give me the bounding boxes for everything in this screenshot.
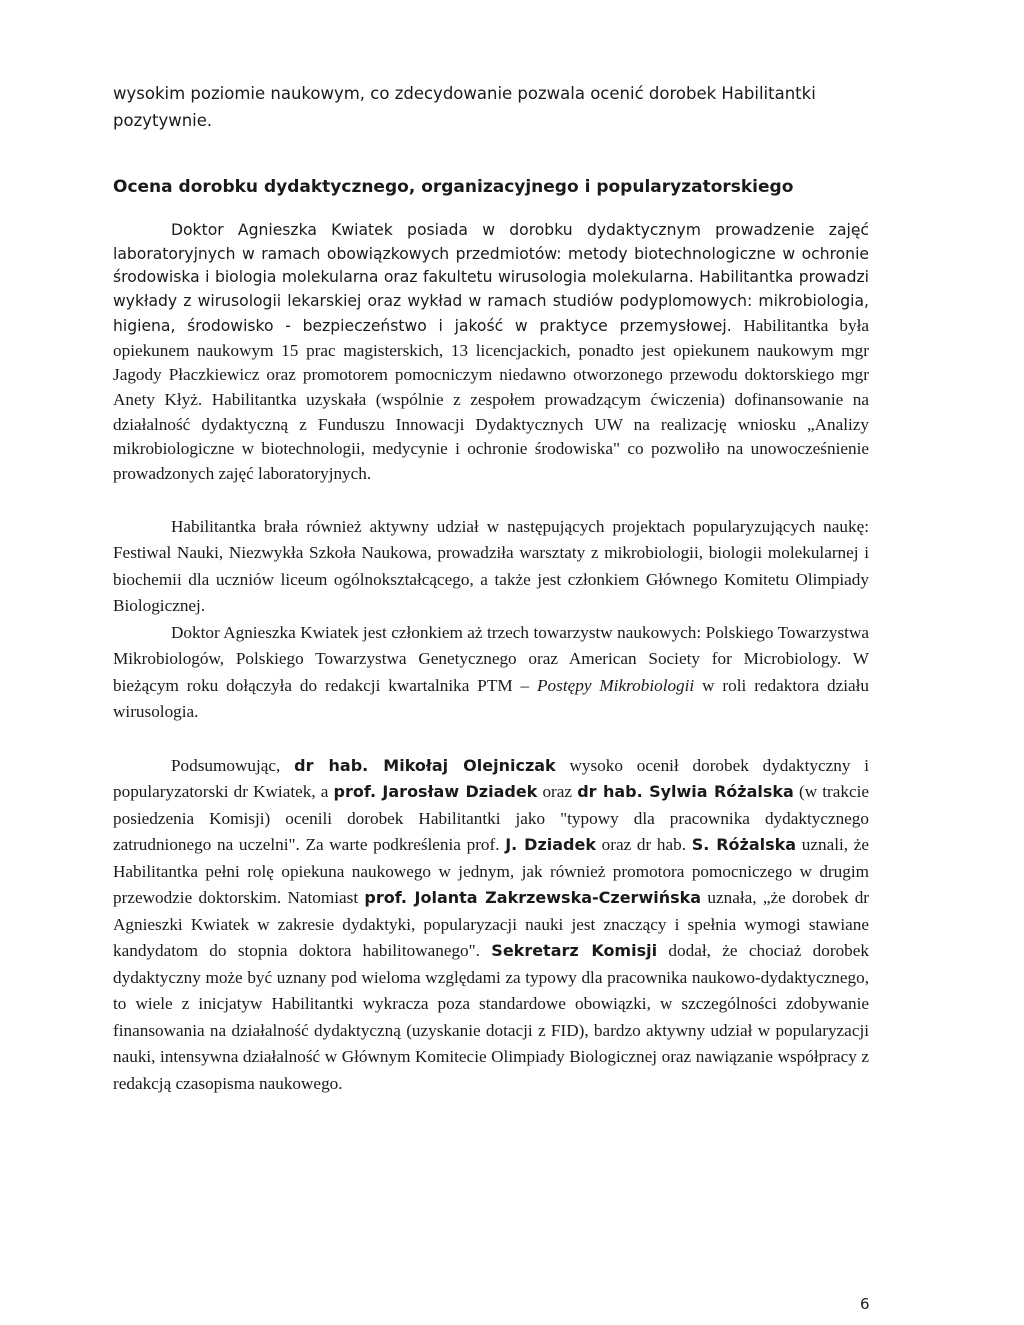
section-heading: Ocena dorobku dydaktycznego, organizacyjnego i popularyzatorskiego xyxy=(113,177,794,197)
summary-text: dodał, że chociaż dorobek dydaktyczny może być uznany pod wieloma względami za typowy dla pracownika naukowo-dydaktycznego, to wiele z inicjatyw Habilitantki wykracza poza standardowe obowiązki, w szczególności zdobywanie finansowania na działalność dydaktyczną (uzyskanie dotacji z FID), bardzo aktywny udział w popularyzacji nauki, intensywna działalność w Głównym Komitecie Olimpiady Biologicznej oraz nawiązanie współpracy z redakcją czasopisma naukowego. xyxy=(113,941,869,1093)
summary-text: oraz dr hab. xyxy=(596,835,692,855)
summary-text: oraz xyxy=(537,782,578,802)
reviewer-name: J. Dziadek xyxy=(505,835,596,855)
summary-paragraph xyxy=(113,753,869,1098)
reviewer-name: dr hab. Sylwia Różalska xyxy=(577,782,794,802)
journal-title: Postępy Mikrobiologii xyxy=(537,675,695,695)
intro-paragraph: wysokim poziomie naukowym, co zdecydowanie pozwala ocenić dorobek Habilitantki pozytywnie. xyxy=(113,84,816,130)
summary-text: uznali, że Habilitantka pełni rolę opiekuna naukowego w jednym, jak również promotora pomocniczego w drugim przewodzie doktorskim. Natomiast xyxy=(113,835,869,908)
page-number: 6 xyxy=(860,1295,870,1313)
summary-text: Podsumowując, xyxy=(171,755,295,775)
popularization-paragraph: Habilitantka brała również aktywny udział w następujących projektach popularyzujących naukę: Festiwal Nauki, Niezwykła Szkoła Naukowa, prowadziła warsztaty z mikrobiologii, biologii molekularnej i biochemii dla uczniów liceum ogólnokształcącego, a także jest członkiem Głównego Komitetu Olimpiady Biologicznej. xyxy=(113,516,869,616)
summary-text: (w trakcie posiedzenia Komisji) ocenili dorobek Habilitantki jako "typowy dla pracownika dydaktycznego zatrudnionego na uczelni". Za warte podkreślenia prof. xyxy=(113,782,870,855)
summary-text: wysoko ocenił dorobek dydaktyczny i popularyzatorski dr Kwiatek, a xyxy=(113,755,869,802)
societies-paragraph xyxy=(113,620,869,726)
summary-text: uznała, „że dorobek dr Agnieszki Kwiatek w zakresie dydaktyki, popularyzacji nauki jest znaczący i spełnia wymogi stawiane kandydatom do stopnia doktora habilitowanego". xyxy=(113,888,870,961)
reviewer-name: prof. Jolanta Zakrzewska-Czerwińska xyxy=(364,888,702,908)
reviewer-name: dr hab. Mikołaj Olejniczak xyxy=(294,755,556,775)
reviewer-name: prof. Jarosław Dziadek xyxy=(333,782,538,802)
document-page xyxy=(113,80,869,1097)
societies-text: Doktor Agnieszka Kwiatek jest członkiem aż trzech towarzystw naukowych: Polskiego Towarzystwa Mikrobiologów, Polskiego Towarzystwa Genetycznego oraz American Society for Microbiology. W bieżącym roku dołączyła do redakcji kwartalnika PTM – xyxy=(113,622,869,695)
supervision-text: Habilitantka była opiekunem naukowym 15 prac magisterskich, 13 licencjackich, ponadto jest opiekunem naukowym mgr Jagody Płaczkiewicz oraz promotorem pomocniczym niedawno otworzonego przewodu doktorskiego mgr Anety Kłyż. Habilitantka uzyskała (wspólnie z zespołem prowadzącym ćwiczenia) dofinansowanie na działalność dydaktyczną z Funduszu Innowacji Dydaktycznych UW na realizację wniosku „Analizy mikrobiologiczne w biotechnologii, medycynie i ochronie środowiska" co pozwoliło na unowocześnienie prowadzonych zajęć laboratoryjnych. xyxy=(113,315,869,484)
teaching-paragraph xyxy=(113,219,869,487)
teaching-text: Doktor Agnieszka Kwiatek posiada w dorobku dydaktycznym prowadzenie zajęć laboratoryjnych w ramach obowiązkowych przedmiotów: metody biotechnologiczne w ochronie środowiska i biologia molekularna oraz fakultetu wirusologia molekularna. Habilitantka prowadzi wykłady z wirusologii lekarskiej oraz wykład w ramach studiów podyplomowych: mikrobiologia, higiena, środowisko - bezpieczeństwo i jakość w praktyce przemysłowej. xyxy=(113,221,869,335)
reviewer-name: S. Różalska xyxy=(691,835,797,855)
secretary-name: Sekretarz Komisji xyxy=(491,941,658,961)
societies-text-end: w roli redaktora działu wirusologia. xyxy=(113,675,869,722)
